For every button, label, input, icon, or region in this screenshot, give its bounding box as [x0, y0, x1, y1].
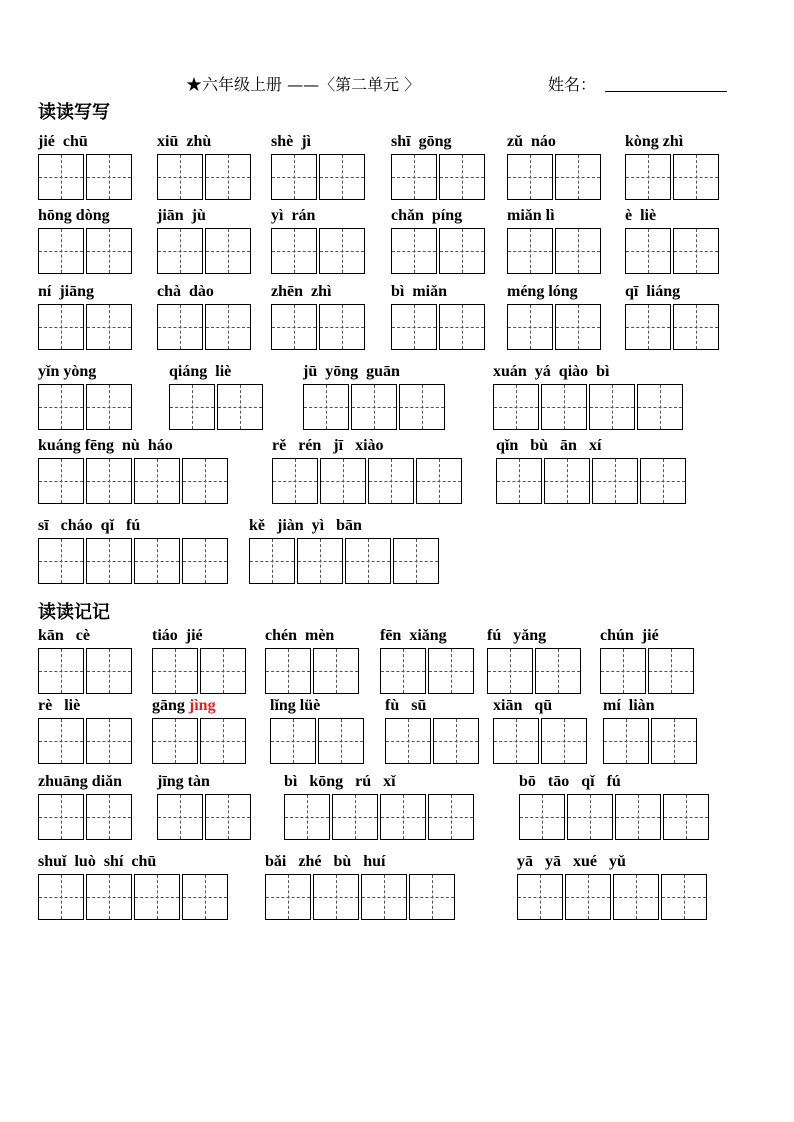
tian-zi-ge-box[interactable]: [86, 874, 132, 920]
pinyin-label: fú yǎng: [487, 627, 547, 644]
tian-zi-ge-box[interactable]: [182, 538, 228, 584]
tian-zi-ge-box[interactable]: [651, 718, 697, 764]
tian-zi-ge-box[interactable]: [640, 458, 686, 504]
tian-zi-ge-box[interactable]: [345, 538, 391, 584]
tian-zi-ge-box[interactable]: [332, 794, 378, 840]
tian-zi-ge-box[interactable]: [134, 458, 180, 504]
tian-zi-ge-box[interactable]: [428, 794, 474, 840]
tian-zi-ge-box[interactable]: [205, 228, 251, 274]
worksheet-header: [0, 72, 794, 100]
tian-zi-ge-box[interactable]: [38, 718, 84, 764]
writing-grid: [487, 648, 581, 694]
tian-zi-ge-box[interactable]: [592, 458, 638, 504]
pinyin-label: qī liáng: [625, 283, 681, 300]
tian-zi-ge-box[interactable]: [86, 718, 132, 764]
writing-grid: [391, 228, 485, 274]
pinyin-label: kě jiàn yì bān: [249, 517, 362, 534]
pinyin-label: miǎn lì: [507, 207, 555, 224]
tian-zi-ge-box[interactable]: [487, 648, 533, 694]
tian-zi-ge-box[interactable]: [600, 648, 646, 694]
tian-zi-ge-box[interactable]: [86, 304, 132, 350]
tian-zi-ge-box[interactable]: [517, 874, 563, 920]
pinyin-label: xiān qū: [493, 697, 553, 714]
writing-grid: [271, 154, 365, 200]
writing-grid: [303, 384, 445, 430]
pinyin-label: chà dào: [157, 283, 214, 300]
writing-grid: [391, 304, 485, 350]
pinyin-label: yǐn yòng: [38, 363, 97, 380]
section-title-read-remember: 读读记记: [38, 602, 110, 623]
writing-grid: [38, 384, 132, 430]
writing-grid: [272, 458, 462, 504]
pinyin-label: méng lóng: [507, 283, 578, 300]
pinyin-label: mí liàn: [603, 697, 655, 714]
tian-zi-ge-box[interactable]: [86, 794, 132, 840]
writing-grid: [517, 874, 707, 920]
tian-zi-ge-box[interactable]: [86, 154, 132, 200]
tian-zi-ge-box[interactable]: [284, 794, 330, 840]
tian-zi-ge-box[interactable]: [625, 304, 671, 350]
tian-zi-ge-box[interactable]: [555, 228, 601, 274]
tian-zi-ge-box[interactable]: [507, 304, 553, 350]
tian-zi-ge-box[interactable]: [38, 458, 84, 504]
writing-grid: [157, 154, 251, 200]
writing-grid: [625, 304, 719, 350]
tian-zi-ge-box[interactable]: [625, 228, 671, 274]
pinyin-label: qiáng liè: [169, 363, 232, 380]
writing-grid: [38, 458, 228, 504]
tian-zi-ge-box[interactable]: [391, 304, 437, 350]
pinyin-label: fù sū: [385, 697, 427, 714]
tian-zi-ge-box[interactable]: [200, 718, 246, 764]
pinyin-label: bì miǎn: [391, 283, 448, 300]
tian-zi-ge-box[interactable]: [319, 228, 365, 274]
tian-zi-ge-box[interactable]: [368, 458, 414, 504]
pinyin-label: yā yā xué yǔ: [517, 853, 626, 870]
tian-zi-ge-box[interactable]: [86, 648, 132, 694]
tian-zi-ge-box[interactable]: [38, 538, 84, 584]
tian-zi-ge-box[interactable]: [86, 228, 132, 274]
tian-zi-ge-box[interactable]: [157, 304, 203, 350]
writing-grid: [249, 538, 439, 584]
tian-zi-ge-box[interactable]: [615, 794, 661, 840]
pinyin-label: lǐng lüè: [270, 697, 321, 714]
writing-grid: [38, 794, 132, 840]
tian-zi-ge-box[interactable]: [38, 154, 84, 200]
writing-grid: [391, 154, 485, 200]
tian-zi-ge-box[interactable]: [380, 794, 426, 840]
tian-zi-ge-box[interactable]: [319, 154, 365, 200]
tian-zi-ge-box[interactable]: [555, 304, 601, 350]
tian-zi-ge-box[interactable]: [265, 648, 311, 694]
pinyin-label: zǔ náo: [507, 133, 556, 150]
pinyin-label: xiū zhù: [157, 133, 212, 150]
pinyin-label: kòng zhì: [625, 133, 684, 150]
tian-zi-ge-box[interactable]: [673, 228, 719, 274]
pinyin-label: tiáo jié: [152, 627, 203, 644]
pinyin-label: chǎn píng: [391, 207, 463, 224]
writing-grid: [507, 154, 601, 200]
tian-zi-ge-box[interactable]: [205, 304, 251, 350]
tian-zi-ge-box[interactable]: [38, 874, 84, 920]
tian-zi-ge-box[interactable]: [555, 154, 601, 200]
tian-zi-ge-box[interactable]: [648, 648, 694, 694]
pinyin-label: fēn xiǎng: [380, 627, 447, 644]
tian-zi-ge-box[interactable]: [391, 228, 437, 274]
tian-zi-ge-box[interactable]: [157, 228, 203, 274]
writing-grid: [270, 718, 364, 764]
pinyin-label: zhuāng diǎn: [38, 773, 123, 790]
tian-zi-ge-box[interactable]: [271, 154, 317, 200]
pinyin-label: hōng dòng: [38, 207, 110, 224]
tian-zi-ge-box[interactable]: [541, 718, 587, 764]
writing-grid: [157, 228, 251, 274]
tian-zi-ge-box[interactable]: [351, 384, 397, 430]
writing-grid: [519, 794, 709, 840]
pinyin-label: zhēn zhì: [271, 283, 332, 300]
tian-zi-ge-box[interactable]: [409, 874, 455, 920]
tian-zi-ge-box[interactable]: [385, 718, 431, 764]
name-label: 姓名：: [548, 75, 597, 94]
tian-zi-ge-box[interactable]: [270, 718, 316, 764]
pinyin-highlight: jìng: [188, 697, 216, 714]
tian-zi-ge-box[interactable]: [637, 384, 683, 430]
tian-zi-ge-box[interactable]: [507, 228, 553, 274]
writing-grid: [493, 384, 683, 430]
tian-zi-ge-box[interactable]: [157, 794, 203, 840]
writing-grid: [38, 648, 132, 694]
pinyin-label: rè liè: [38, 697, 81, 714]
pinyin-label: kān cè: [38, 627, 90, 644]
tian-zi-ge-box[interactable]: [182, 874, 228, 920]
tian-zi-ge-box[interactable]: [38, 794, 84, 840]
pinyin-label: jū yōng guān: [303, 363, 400, 380]
tian-zi-ge-box[interactable]: [661, 874, 707, 920]
tian-zi-ge-box[interactable]: [86, 458, 132, 504]
tian-zi-ge-box[interactable]: [439, 228, 485, 274]
tian-zi-ge-box[interactable]: [428, 648, 474, 694]
tian-zi-ge-box[interactable]: [200, 648, 246, 694]
pinyin-label: bǎi zhé bù huí: [265, 853, 386, 870]
writing-grid: [265, 648, 359, 694]
writing-grid: [157, 794, 251, 840]
pinyin-label: kuáng fēng nù háo: [38, 437, 173, 454]
pinyin-label: sī cháo qǐ fú: [38, 517, 141, 534]
tian-zi-ge-box[interactable]: [86, 538, 132, 584]
pinyin-label: ní jiāng: [38, 283, 95, 300]
pinyin-label: yì rán: [271, 207, 316, 224]
tian-zi-ge-box[interactable]: [318, 718, 364, 764]
tian-zi-ge-box[interactable]: [439, 154, 485, 200]
writing-grid: [38, 718, 132, 764]
pinyin-label: shè jì: [271, 133, 311, 150]
writing-grid: [380, 648, 474, 694]
pinyin-text: gāng: [152, 697, 189, 714]
pinyin-label: [152, 696, 216, 716]
tian-zi-ge-box[interactable]: [303, 384, 349, 430]
tian-zi-ge-box[interactable]: [433, 718, 479, 764]
tian-zi-ge-box[interactable]: [157, 154, 203, 200]
tian-zi-ge-box[interactable]: [565, 874, 611, 920]
tian-zi-ge-box[interactable]: [439, 304, 485, 350]
pinyin-label: jiān jù: [157, 207, 206, 224]
writing-grid: [157, 304, 251, 350]
tian-zi-ge-box[interactable]: [182, 458, 228, 504]
tian-zi-ge-box[interactable]: [380, 648, 426, 694]
tian-zi-ge-box[interactable]: [519, 794, 565, 840]
tian-zi-ge-box[interactable]: [391, 154, 437, 200]
pinyin-label: chún jié: [600, 627, 659, 644]
tian-zi-ge-box[interactable]: [535, 648, 581, 694]
pinyin-label: shī gōng: [391, 133, 452, 150]
pinyin-label: bì kōng rú xǐ: [284, 773, 396, 790]
writing-grid: [152, 648, 246, 694]
tian-zi-ge-box[interactable]: [152, 718, 198, 764]
tian-zi-ge-box[interactable]: [38, 648, 84, 694]
writing-grid: [271, 304, 365, 350]
tian-zi-ge-box[interactable]: [205, 154, 251, 200]
pinyin-label: jié chū: [38, 133, 88, 150]
writing-grid: [38, 228, 132, 274]
writing-grid: [38, 304, 132, 350]
tian-zi-ge-box[interactable]: [38, 228, 84, 274]
tian-zi-ge-box[interactable]: [217, 384, 263, 430]
tian-zi-ge-box[interactable]: [271, 304, 317, 350]
pinyin-label: shuǐ luò shí chū: [38, 853, 157, 870]
tian-zi-ge-box[interactable]: [86, 384, 132, 430]
writing-grid: [169, 384, 263, 430]
tian-zi-ge-box[interactable]: [313, 874, 359, 920]
tian-zi-ge-box[interactable]: [319, 304, 365, 350]
writing-grid: [385, 718, 479, 764]
tian-zi-ge-box[interactable]: [603, 718, 649, 764]
tian-zi-ge-box[interactable]: [625, 154, 671, 200]
tian-zi-ge-box[interactable]: [399, 384, 445, 430]
writing-grid: [507, 228, 601, 274]
writing-grid: [600, 648, 694, 694]
tian-zi-ge-box[interactable]: [496, 458, 542, 504]
tian-zi-ge-box[interactable]: [152, 648, 198, 694]
tian-zi-ge-box[interactable]: [493, 718, 539, 764]
writing-grid: [507, 304, 601, 350]
writing-grid: [38, 538, 228, 584]
pinyin-label: bō tāo qǐ fú: [519, 773, 621, 790]
writing-grid: [152, 718, 246, 764]
pinyin-label: rě rén jī xiào: [272, 437, 384, 454]
name-blank-line[interactable]: [605, 91, 727, 92]
tian-zi-ge-box[interactable]: [416, 458, 462, 504]
writing-grid: [38, 874, 228, 920]
tian-zi-ge-box[interactable]: [320, 458, 366, 504]
tian-zi-ge-box[interactable]: [567, 794, 613, 840]
tian-zi-ge-box[interactable]: [313, 648, 359, 694]
writing-grid: [284, 794, 474, 840]
section-title-read-write: 读读写写: [38, 102, 110, 123]
worksheet-title: ★六年级上册 ——〈第二单元 〉: [186, 75, 421, 94]
tian-zi-ge-box[interactable]: [507, 154, 553, 200]
tian-zi-ge-box[interactable]: [272, 458, 318, 504]
pinyin-label: jīng tàn: [157, 773, 210, 790]
writing-grid: [625, 228, 719, 274]
writing-grid: [493, 718, 587, 764]
tian-zi-ge-box[interactable]: [663, 794, 709, 840]
pinyin-label: chén mèn: [265, 627, 335, 644]
tian-zi-ge-box[interactable]: [673, 304, 719, 350]
tian-zi-ge-box[interactable]: [38, 304, 84, 350]
pinyin-label: xuán yá qiào bì: [493, 363, 610, 380]
tian-zi-ge-box[interactable]: [134, 538, 180, 584]
tian-zi-ge-box[interactable]: [205, 794, 251, 840]
tian-zi-ge-box[interactable]: [169, 384, 215, 430]
writing-grid: [271, 228, 365, 274]
writing-grid: [603, 718, 697, 764]
tian-zi-ge-box[interactable]: [589, 384, 635, 430]
tian-zi-ge-box[interactable]: [493, 384, 539, 430]
tian-zi-ge-box[interactable]: [673, 154, 719, 200]
tian-zi-ge-box[interactable]: [361, 874, 407, 920]
tian-zi-ge-box[interactable]: [38, 384, 84, 430]
writing-grid: [265, 874, 455, 920]
writing-grid: [496, 458, 686, 504]
tian-zi-ge-box[interactable]: [265, 874, 311, 920]
tian-zi-ge-box[interactable]: [544, 458, 590, 504]
tian-zi-ge-box[interactable]: [541, 384, 587, 430]
writing-grid: [625, 154, 719, 200]
tian-zi-ge-box[interactable]: [393, 538, 439, 584]
tian-zi-ge-box[interactable]: [613, 874, 659, 920]
pinyin-label: è liè: [625, 207, 657, 224]
writing-grid: [38, 154, 132, 200]
tian-zi-ge-box[interactable]: [297, 538, 343, 584]
tian-zi-ge-box[interactable]: [134, 874, 180, 920]
tian-zi-ge-box[interactable]: [271, 228, 317, 274]
pinyin-label: qǐn bù ān xí: [496, 437, 602, 454]
tian-zi-ge-box[interactable]: [249, 538, 295, 584]
